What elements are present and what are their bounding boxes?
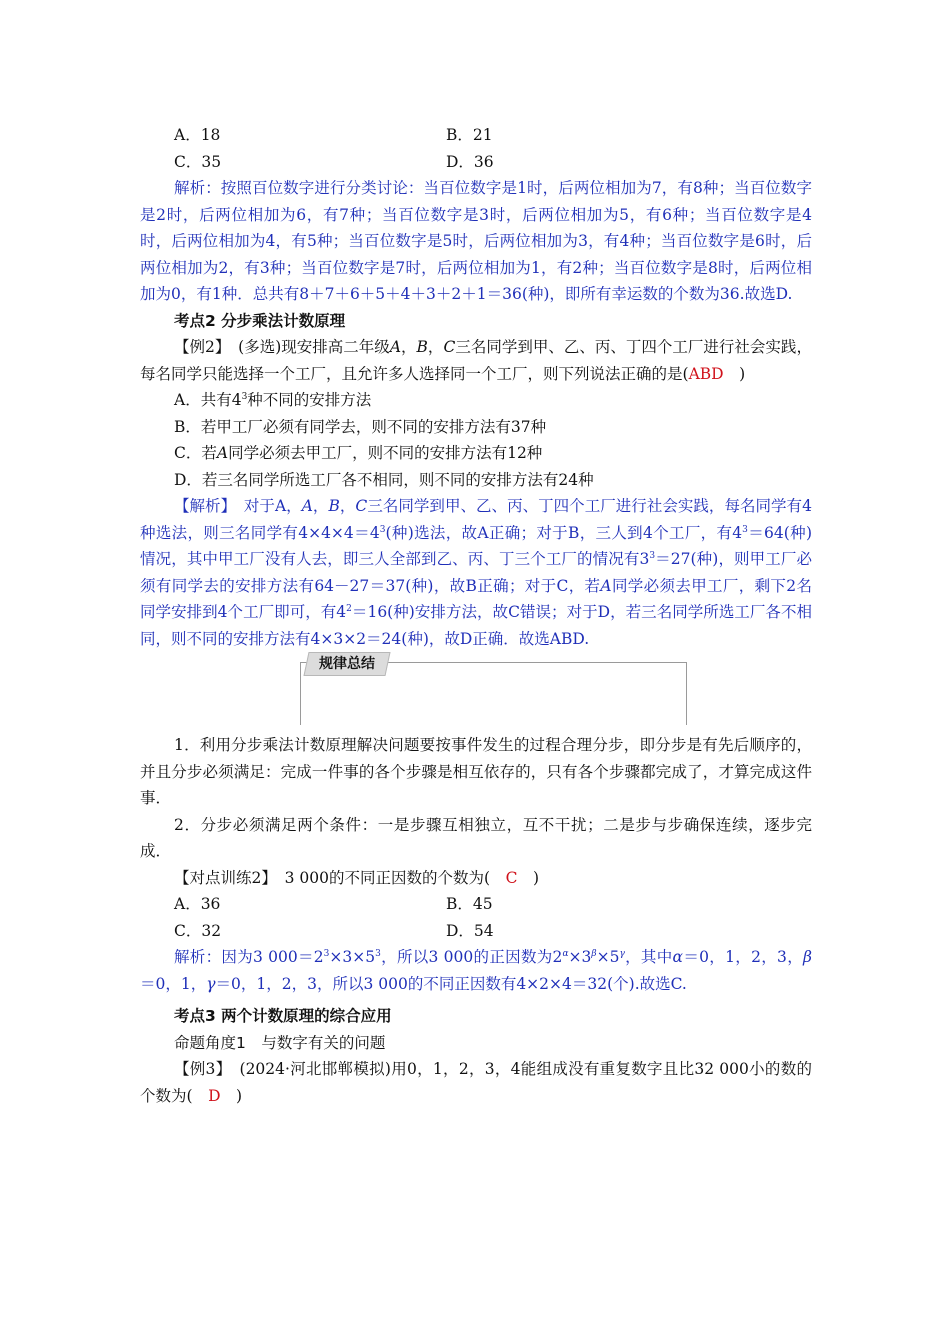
analysis-label: 【解析】 <box>174 497 229 515</box>
q1-analysis: 解析：按照百位数字进行分类讨论：当百位数字是1时，后两位相加为7，有8种；当百位数字是2时，后两位相加为6，有7种；当百位数字是3时，后两位相加为5，有6种；当百位数字是4时，后两位相加为4，有5种；当百位数字是5时，后两位相加为3，有4种；当百位数字是6时，后两位相加为2，有3种；当百位数字是7时，后两位相加为1，有2种；当百位数字是8时，后两位相加为0，有1种．总共有8＋7＋6＋5＋4＋3＋2＋1＝36(种)，即所有幸运数的个数为36.故选D. <box>140 179 812 303</box>
example-3: 【例3】 (2024·河北邯郸模拟)用0，1，2，3，4能组成没有重复数字且比32 000小的数的个数为( D ) <box>140 1060 812 1105</box>
summary-box <box>140 652 812 732</box>
example-2-label: 【例2】 <box>174 338 223 356</box>
option-row <box>140 122 812 149</box>
section-3-title: 考点3 两个计数原理的综合应用 <box>174 1007 392 1025</box>
example-3-label: 【例3】 <box>174 1060 224 1078</box>
example-2-option-b: B．若甲工厂必须有同学去，则不同的安排方法有37种 <box>174 417 547 436</box>
training-2: 【对点训练2】 3 000的不同正因数的个数为( C ) <box>174 868 540 887</box>
section-3-subtitle: 命题角度1 与数字有关的问题 <box>174 1033 386 1052</box>
option-a: A．18 <box>174 126 221 144</box>
training-2-analysis: 解析：因为3 $000=2^3\times 3\times 5^3$，所以3 000的正因数为$2^\alpha\times 3^\beta\times 5^\gamma$，其中α＝0，1，2，3，β＝0，1，γ＝0，1，2，3，所以3 000的不同正因数有4×2×4＝32(个).故选C. <box>140 948 812 993</box>
example-2-option-a: A．共有$4^3$种不同的安排方法 <box>174 391 372 409</box>
option-c: C．35 <box>174 152 222 171</box>
option-c: C．32 <box>174 921 222 940</box>
summary-tab: 规律总结 <box>303 652 390 676</box>
example-2-option-c: C．若A同学必须去甲工厂，则不同的安排方法有12种 <box>174 444 543 462</box>
training-2-label: 【对点训练2】 <box>174 868 270 887</box>
section-2-title: 考点2 分步乘法计数原理 <box>174 311 346 330</box>
summary-point-1: 1．利用分步乘法计数原理解决问题要按事件发生的过程合理分步，即分步是有先后顺序的，并且分步必须满足：完成一件事的各个步骤是相互依存的，只有各个步骤都完成了，才算完成这件事． <box>140 736 812 807</box>
option-a: A．36 <box>174 895 221 913</box>
option-row <box>140 149 812 176</box>
summary-point-2: 2．分步必须满足两个条件：一是步骤互相独立，互不干扰；二是步与步确保连续，逐步完成． <box>140 815 812 860</box>
training-2-answer: C <box>505 868 518 887</box>
example-2-answer: ABD <box>688 364 724 383</box>
example-3-answer: D <box>208 1086 221 1105</box>
example-2-option-d: D．若三名同学所选工厂各不相同，则不同的安排方法有24种 <box>174 470 594 489</box>
example-2: 【例2】 (多选)现安排高二年级A，B，C三名同学到甲、乙、丙、丁四个工厂进行社会实践，每名同学只能选择一个工厂，且允许多人选择同一个工厂，则下列说法正确的是(ABD ) <box>140 338 812 383</box>
option-row <box>140 891 812 918</box>
option-b: B．21 <box>446 126 493 144</box>
option-d: D．54 <box>446 921 494 940</box>
option-d: D．36 <box>446 152 494 171</box>
option-row <box>140 918 812 945</box>
option-b: B．45 <box>446 895 493 913</box>
example-2-analysis: 【解析】 对于A，A，B，C三名同学到甲、乙、丙、丁四个工厂进行社会实践，每名同学有4种选法，则三名同学有$4\times 4\times 4=4^3$(种)选法，故A正确；对于B，三人到4个工厂，有$4^3=64$(种)情况，其中甲工厂没有人去，即三人全部到乙、丙、丁三个工厂的情况有$3^3=27$(种)，则甲工厂必须有同学去的安排方法有64－27＝37(种)，故B正确；对于C，若A同学必须去甲工厂，剩下2名同学安排到4个工厂即可，有$4^2=16$(种)安排方法，故C错误；对于D，若三名同学所选工厂各不相同，则不同的安排方法有4×3×2＝24(种)，故D正确．故选ABD. <box>140 497 813 648</box>
document-content <box>140 122 812 1109</box>
